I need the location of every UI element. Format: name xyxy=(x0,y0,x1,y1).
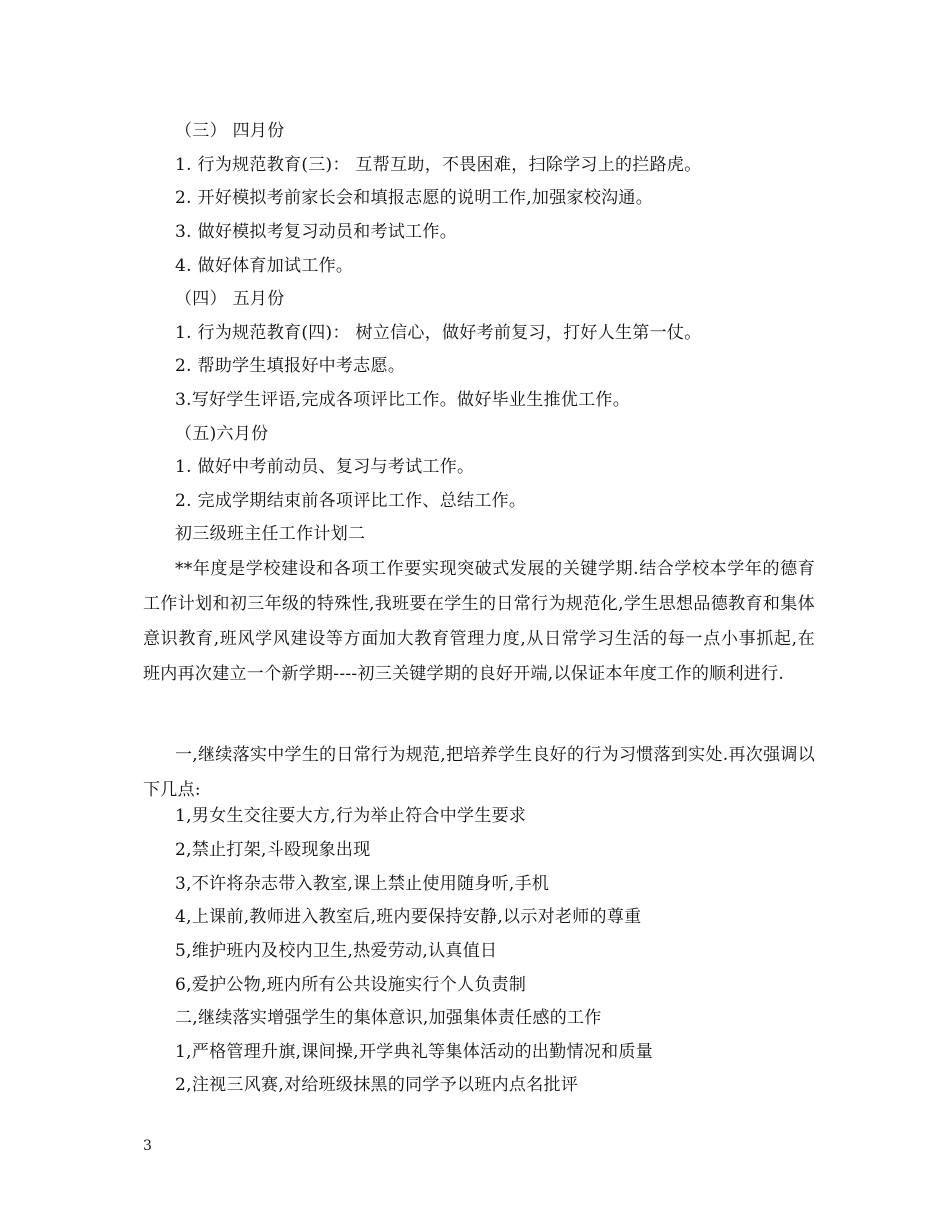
text-line: 2. 完成学期结束前各项评比工作、总结工作。 xyxy=(175,491,527,511)
text-line: 1. 做好中考前动员、复习与考试工作。 xyxy=(175,457,475,477)
list-item: 5,维护班内及校内卫生,热爱劳动,认真值日 xyxy=(175,941,498,961)
section-two-heading: 二,继续落实增强学生的集体意识,加强集体责任感的工作 xyxy=(175,1008,602,1028)
section-heading-april: （三） 四月份 xyxy=(175,121,285,141)
section-heading-june: （五)六月份 xyxy=(175,424,269,444)
list-item: 3,不许将杂志带入教室,课上禁止使用随身听,手机 xyxy=(175,874,550,894)
section-one-paragraph: 一,继续落实中学生的日常行为规范,把培养学生良好的行为习惯落到实处.再次强调以下几点: xyxy=(143,745,815,800)
intro-paragraph: **年度是学校建设和各项工作要实现突破式发展的关键学期.结合学校本学年的德育工作计划和初三年级的特殊性,我班要在学生的日常行为规范化,学生思想品德教育和集体意识教育,班风学风建设等方面加大教育管理力度,从日常学习生活的每一点小事抓起,在班内再次建立一个新学期----初三关键学期的良好开端,以保证本年度工作的顺利进行. xyxy=(143,559,815,684)
text-line: 1. 行为规范教育(四)： 树立信心，做好考前复习，打好人生第一仗。 xyxy=(175,323,702,343)
text-line: 2. 开好模拟考前家长会和填报志愿的说明工作,加强家校沟通。 xyxy=(175,188,654,208)
section-heading-may: （四） 五月份 xyxy=(175,289,285,309)
list-item: 4,上课前,教师进入教室后,班内要保持安静,以示对老师的尊重 xyxy=(175,907,642,927)
list-item: 2,禁止打架,斗殴现象出现 xyxy=(175,840,371,860)
text-line: 2. 帮助学生填报好中考志愿。 xyxy=(175,356,406,376)
text-line: 4. 做好体育加试工作。 xyxy=(175,256,354,276)
list-item: 2,注视三风赛,对给班级抹黑的同学予以班内点名批评 xyxy=(175,1075,579,1095)
text-line: 3. 做好模拟考复习动员和考试工作。 xyxy=(175,222,458,242)
text-line: 3.写好学生评语,完成各项评比工作。做好毕业生推优工作。 xyxy=(175,390,631,410)
page-number: 3 xyxy=(143,1138,152,1154)
list-item: 6,爱护公物,班内所有公共设施实行个人负责制 xyxy=(175,975,527,995)
document-subtitle: 初三级班主任工作计划二 xyxy=(175,524,366,544)
list-item: 1,严格管理升旗,课间操,开学典礼等集体活动的出勤情况和质量 xyxy=(175,1042,654,1062)
text-line: 1. 行为规范教育(三)： 互帮互助，不畏困难，扫除学习上的拦路虎。 xyxy=(175,155,702,175)
list-item: 1,男女生交往要大方,行为举止符合中学生要求 xyxy=(175,806,527,826)
